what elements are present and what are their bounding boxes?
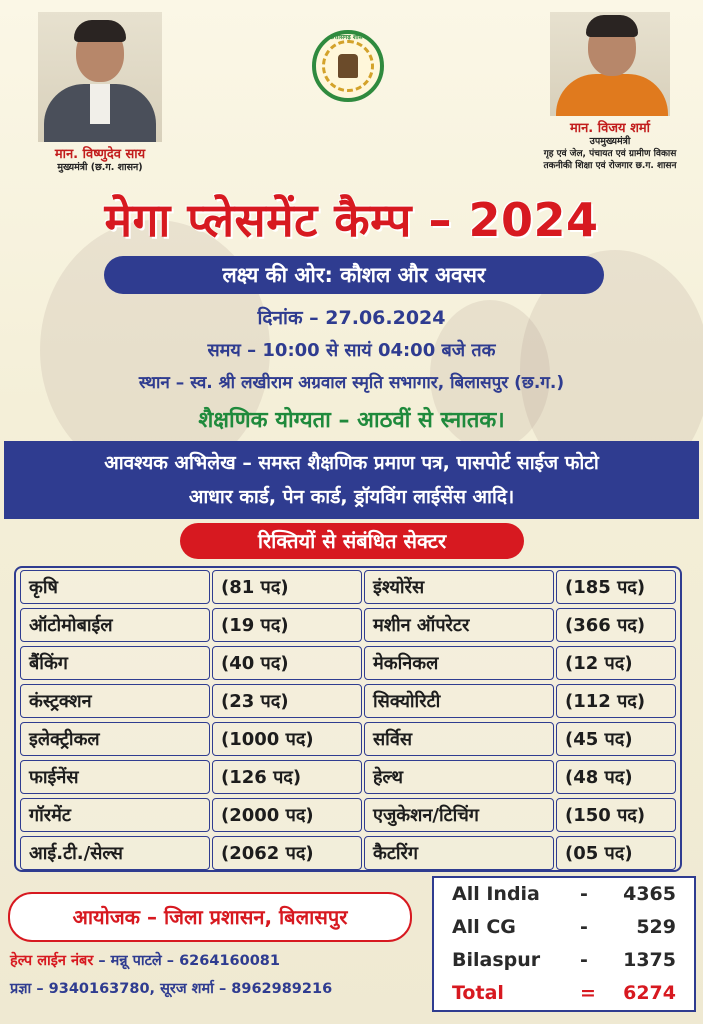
- sector-name: बैंकिंग: [20, 646, 210, 680]
- sector-posts: (48 पद): [556, 760, 676, 794]
- sector-posts: (2062 पद): [212, 836, 362, 870]
- sector-posts: (112 पद): [556, 684, 676, 718]
- stat-value: 1375: [623, 949, 676, 971]
- table-row: [16, 606, 680, 644]
- stat-sep: =: [580, 982, 596, 1004]
- leader-left-name: मान. विष्णुदेव साय: [54, 147, 146, 162]
- table-row: [16, 720, 680, 758]
- helpline-label: हेल्प लाईन नंबर: [10, 953, 94, 969]
- table-row: [16, 758, 680, 796]
- table-row: [16, 796, 680, 834]
- stat-sep: -: [580, 949, 588, 971]
- stat-value: 4365: [623, 883, 676, 905]
- table-row: [16, 834, 680, 872]
- sector-name: सिक्योरिटी: [364, 684, 554, 718]
- sector-posts: (126 पद): [212, 760, 362, 794]
- sector-posts: (12 पद): [556, 646, 676, 680]
- stat-label: Bilaspur: [452, 949, 541, 971]
- sector-name: कृषि: [20, 570, 210, 604]
- sector-posts: (45 पद): [556, 722, 676, 756]
- state-emblem-icon: [312, 30, 384, 102]
- stat-sep: -: [580, 883, 588, 905]
- stat-label: Total: [452, 982, 504, 1004]
- sector-posts: (2000 पद): [212, 798, 362, 832]
- leader-right-role-2: गृह एवं जेल, पंचायत एवं ग्रामीण विकास: [543, 149, 677, 159]
- sector-name: हेल्थ: [364, 760, 554, 794]
- stat-sep: -: [580, 916, 588, 938]
- emblem-text: छत्तीसगढ़ शासन: [330, 34, 366, 41]
- table-row: [16, 644, 680, 682]
- stat-label: All CG: [452, 916, 516, 938]
- leader-left-role: मुख्यमंत्री (छ.ग. शासन): [57, 162, 143, 173]
- table-row: [16, 568, 680, 606]
- leader-right-name: मान. विजय शर्मा: [569, 121, 651, 136]
- table-row: [16, 682, 680, 720]
- leader-left-photo: [38, 12, 162, 142]
- sector-name: मशीन ऑपरेटर: [364, 608, 554, 642]
- sector-name: एजुकेशन/टिचिंग: [364, 798, 554, 832]
- event-subtitle: लक्ष्य की ओर: कौशल और अवसर: [104, 256, 604, 294]
- sector-posts: (185 पद): [556, 570, 676, 604]
- stat-row: [434, 911, 694, 944]
- sector-name: गॉरमेंट: [20, 798, 210, 832]
- sector-posts: (23 पद): [212, 684, 362, 718]
- event-date: दिनांक – 27.06.2024: [257, 307, 446, 329]
- helpline-contact-1: – मन्नू पाटले – 6264160081: [98, 953, 280, 969]
- sector-name: ऑटोमोबाईल: [20, 608, 210, 642]
- sector-name: मेकनिकल: [364, 646, 554, 680]
- helpline-line-1: [10, 950, 420, 970]
- sector-name: इलेक्ट्रीकल: [20, 722, 210, 756]
- sector-name: कंस्ट्रक्शन: [20, 684, 210, 718]
- event-title: मेगा प्लेसमेंट कैम्प – 2024: [104, 193, 599, 247]
- documents-line-1: आवश्यक अभिलेख – समस्त शैक्षणिक प्रमाण पत्र, पासपोर्ट साईज फोटो: [104, 452, 599, 474]
- stat-row-total: [434, 977, 694, 1010]
- leader-right: [520, 12, 700, 172]
- leader-right-role-1: उपमुख्यमंत्री: [589, 136, 631, 147]
- required-documents: [4, 441, 699, 519]
- sector-table: [14, 566, 682, 872]
- qualification: शैक्षणिक योग्यता – आठवीं से स्नातक।: [198, 408, 505, 433]
- sector-posts: (81 पद): [212, 570, 362, 604]
- organizer: आयोजक – जिला प्रशासन, बिलासपुर: [8, 892, 412, 942]
- stat-value: 529: [636, 916, 676, 938]
- stat-row: [434, 944, 694, 977]
- sector-heading: रिक्तियों से संबंधित सेक्टर: [180, 523, 524, 559]
- documents-line-2: आधार कार्ड, पेन कार्ड, ड्रॉयविंग लाईसेंस आदि।: [188, 486, 515, 508]
- sector-name: फाईनेंस: [20, 760, 210, 794]
- sector-name: सर्विस: [364, 722, 554, 756]
- leader-left: [20, 12, 180, 174]
- event-time: समय – 10:00 से सायं 04:00 बजे तक: [207, 340, 496, 361]
- stat-label: All India: [452, 883, 540, 905]
- sector-name: इंश्योरेंस: [364, 570, 554, 604]
- leader-right-photo: [550, 12, 670, 116]
- sector-posts: (05 पद): [556, 836, 676, 870]
- sector-name: कैटरिंग: [364, 836, 554, 870]
- stat-value: 6274: [623, 982, 676, 1004]
- stat-row: [434, 878, 694, 911]
- sector-posts: (366 पद): [556, 608, 676, 642]
- sector-name: आई.टी./सेल्स: [20, 836, 210, 870]
- sector-posts: (150 पद): [556, 798, 676, 832]
- helpline-line-2: प्रज्ञा – 9340163780, सूरज शर्मा – 8962989216: [10, 981, 333, 997]
- sector-posts: (40 पद): [212, 646, 362, 680]
- sector-posts: (1000 पद): [212, 722, 362, 756]
- event-venue: स्थान – स्व. श्री लखीराम अग्रवाल स्मृति सभागार, बिलासपुर (छ.ग.): [138, 373, 565, 393]
- leader-right-role-3: तकनीकी शिक्षा एवं रोजगार छ.ग. शासन: [543, 161, 677, 171]
- vacancy-stats: [432, 876, 696, 1012]
- sector-posts: (19 पद): [212, 608, 362, 642]
